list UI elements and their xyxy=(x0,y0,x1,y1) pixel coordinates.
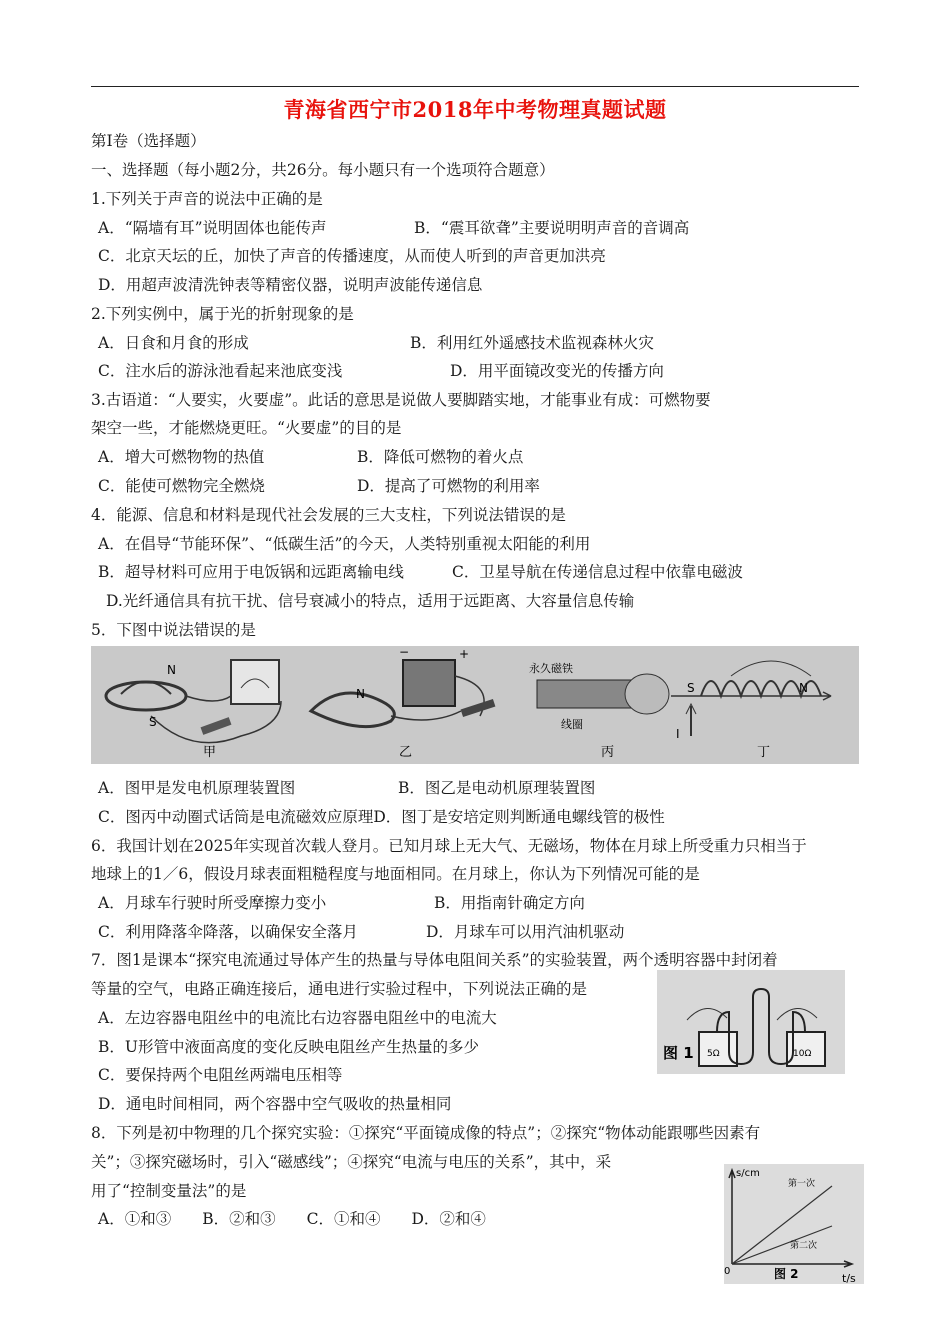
q8-stem-line3: 用了“控制变量法”的是 xyxy=(91,1182,247,1200)
q1-option-b: B．“震耳欲聋”主要说明明声音的音调高 xyxy=(414,219,690,237)
q6-option-b: B．用指南针确定方向 xyxy=(434,894,585,912)
section-heading: 第Ⅰ卷（选择题） xyxy=(91,132,206,150)
q1-stem: 1.下列关于声音的说法中正确的是 xyxy=(91,190,323,208)
q5-stem: 5．下图中说法错误的是 xyxy=(91,621,256,639)
fig-yi-magnet xyxy=(311,693,394,727)
q1-option-c: C．北京天坛的丘，加快了声音的传播速度，从而使人听到的声音更加洪亮 xyxy=(98,247,606,265)
fig-yi-n-label: N xyxy=(356,687,365,701)
q7-figure xyxy=(657,970,845,1074)
q5-option-b: B．图乙是电动机原理装置图 xyxy=(398,779,596,797)
q8-options: A．①和③ B．②和③ C．①和④ D．②和④ xyxy=(98,1210,486,1228)
q5-option-a: A．图甲是发电机原理装置图 xyxy=(98,779,296,797)
fig-bing-label: 丙 xyxy=(601,745,615,760)
fig2-line-first xyxy=(732,1186,832,1264)
fig-jia-magnet xyxy=(106,682,186,710)
fig-yi-label: 乙 xyxy=(399,745,413,760)
fig-yi-battery xyxy=(403,660,455,706)
fig-bing-diaphragm xyxy=(625,674,669,714)
q3-stem-line1: 3.古语道：“人要实，火要虚”。此话的意思是说做人要脚踏实地，才能事业有成：可燃物要 xyxy=(91,391,711,409)
fig-yi-minus: − xyxy=(399,646,410,659)
fig-yi-plus: + xyxy=(459,647,470,661)
q6-stem-line1: 6．我国计划在2025年实现首次载人登月。已知月球上无大气、无磁场，物体在月球上所受重力只相当于 xyxy=(91,837,807,855)
fig-ding-current-label: I xyxy=(676,727,680,741)
q8-stem-line1: 8．下列是初中物理的几个探究实验：①探究“平面镜成像的特点”；②探究“物体动能跟哪些因素有 xyxy=(91,1124,761,1142)
fig2-graph-drawing xyxy=(724,1164,864,1284)
q1-option-d: D．用超声波清洗钟表等精密仪器，说明声波能传递信息 xyxy=(98,276,483,294)
fig-ding-s-label: S xyxy=(687,681,695,695)
fig2-caption: 图 2 xyxy=(774,1267,799,1281)
fig2-origin: 0 xyxy=(724,1266,731,1277)
fig-jia-label: 甲 xyxy=(203,745,217,760)
page-title: 青海省西宁市2018年中考物理真题试题 xyxy=(283,97,667,122)
fig2-graph xyxy=(724,1164,864,1284)
q7-stem-line1: 7．图1是课本“探究电流通过导体产生的热量与导体电阻间关系”的实验装置，两个透明容器中封闭着 xyxy=(91,951,778,969)
q7-option-a: A．左边容器电阻丝中的电流比右边容器电阻丝中的电流大 xyxy=(98,1009,497,1027)
q4-option-b: B．超导材料可应用于电饭锅和远距离输电线 xyxy=(98,563,404,581)
q6-stem-line2: 地球上的1／6，假设月球表面粗糙程度与地面相同。在月球上，你认为下列情况可能的是 xyxy=(91,865,700,883)
q3-stem-line2: 架空一些，才能燃烧更旺。“火要虚”的目的是 xyxy=(91,419,402,437)
header-rule xyxy=(91,86,859,87)
q7-option-c: C．要保持两个电阻丝两端电压相等 xyxy=(98,1066,343,1084)
fig-jia-s-label: S xyxy=(149,715,157,729)
q2-option-c: C．注水后的游泳池看起来池底变浅 xyxy=(98,362,343,380)
fig-jia-meter xyxy=(231,660,279,704)
fig-bing-coil-label: 线圈 xyxy=(561,718,583,731)
q3-option-b: B．降低可燃物的着火点 xyxy=(357,448,524,466)
fig2-xlabel: t/s xyxy=(842,1272,856,1284)
fig2-ylabel: s/cm xyxy=(736,1168,760,1179)
q4-option-c: C．卫星导航在传递信息过程中依靠电磁波 xyxy=(452,563,743,581)
fig2-line2-label: 第二次 xyxy=(790,1241,818,1251)
fig1-caption: 图 1 xyxy=(663,1044,694,1062)
q7-figure-drawing xyxy=(657,970,845,1074)
fig-ding-label: 丁 xyxy=(757,745,771,760)
fig-bing-magnet-label: 永久磁铁 xyxy=(529,662,573,675)
fig2-y-axis xyxy=(729,1170,735,1264)
right-resistor-label: 10Ω xyxy=(793,1049,812,1059)
q4-stem: 4．能源、信息和材料是现代社会发展的三大支柱，下列说法错误的是 xyxy=(91,506,566,524)
q5-option-cd: C．图丙中动圈式话筒是电流磁效应原理D．图丁是安培定则判断通电螺线管的极性 xyxy=(98,808,665,826)
q3-option-c: C．能使可燃物完全燃烧 xyxy=(98,477,265,495)
q7-option-b: B．U形管中液面高度的变化反映电阻丝产生热量的多少 xyxy=(98,1038,479,1056)
q3-option-d: D．提高了可燃物的利用率 xyxy=(357,477,540,495)
fig2-line1-label: 第一次 xyxy=(788,1179,816,1189)
q7-option-d: D．通电时间相同，两个容器中空气吸收的热量相同 xyxy=(98,1095,452,1113)
fig-jia-n-label: N xyxy=(167,663,176,677)
q8-stem-line2: 关”；③探究磁场时，引入“磁感线”；④探究“电流与电压的关系”，其中，采 xyxy=(91,1153,612,1171)
q7-stem-line2: 等量的空气，电路正确连接后，通电进行实验过程中，下列说法正确的是 xyxy=(91,980,588,998)
q4-option-a: A．在倡导“节能环保”、“低碳生活”的今天，人类特别重视太阳能的利用 xyxy=(98,535,591,553)
fig-jia-switch xyxy=(201,717,232,735)
fig-bing-magnet-body xyxy=(537,680,637,708)
fig-ding-n-label: N xyxy=(799,681,808,695)
q6-option-c: C．利用降落伞降落，以确保安全落月 xyxy=(98,923,358,941)
instructions: 一、选择题（每小题2分，共26分。每小题只有一个选项符合题意） xyxy=(91,161,555,179)
q1-option-a: A．“隔墙有耳”说明固体也能传声 xyxy=(98,219,327,237)
q5-figure xyxy=(91,646,859,764)
q2-stem: 2.下列实例中，属于光的折射现象的是 xyxy=(91,305,354,323)
q2-option-d: D．用平面镜改变光的传播方向 xyxy=(450,362,664,380)
left-resistor-label: 5Ω xyxy=(707,1049,720,1059)
fig-yi-switch xyxy=(461,699,496,717)
q6-option-a: A．月球车行驶时所受摩擦力变小 xyxy=(98,894,327,912)
q3-option-a: A．增大可燃物物的热值 xyxy=(98,448,265,466)
q4-option-d: D.光纤通信具有抗干扰、信号衰减小的特点，适用于远距离、大容量信息传输 xyxy=(106,592,635,610)
q6-option-d: D．月球车可以用汽油机驱动 xyxy=(426,923,625,941)
q2-option-b: B．利用红外遥感技术监视森林火灾 xyxy=(410,334,654,352)
q2-option-a: A．日食和月食的形成 xyxy=(98,334,249,352)
q5-figure-drawing xyxy=(91,646,859,764)
